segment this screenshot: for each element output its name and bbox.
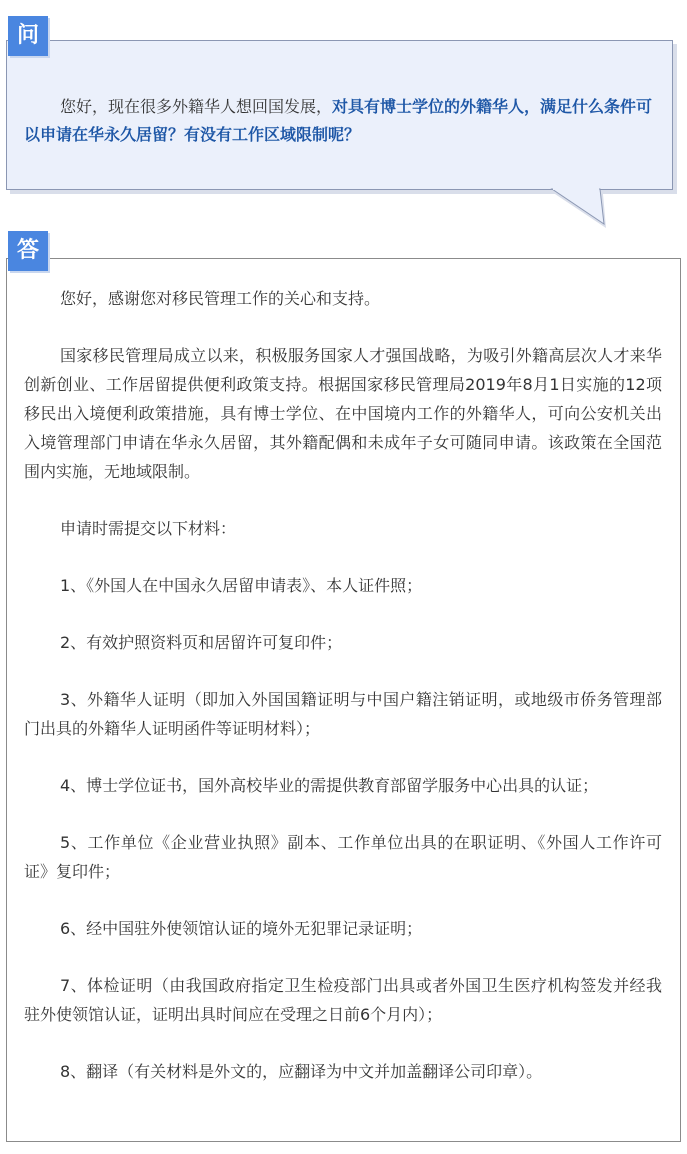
- answer-badge: 答: [8, 231, 48, 271]
- answer-policy-paragraph: 国家移民管理局成立以来，积极服务国家人才强国战略，为吸引外籍高层次人才来华创新创业、工作居留提供便利政策支持。根据国家移民管理局2019年8月1日实施的12项移民出入境便利政策措施，具有博士学位、在中国境内工作的外籍华人，可向公安机关出入境管理部门申请在华永久居留，其外籍配偶和未成年子女可随同申请。该政策在全国范围内实施，无地域限制。: [24, 346, 662, 481]
- question-text: [24, 93, 664, 149]
- question-highlight: 对具有博士学位的外籍华人，满足什么条件可以申请在华永久居留？有没有工作区域限制呢？: [24, 97, 653, 144]
- material-item-7: 7、体检证明（由我国政府指定卫生检疫部门出具或者外国卫生医疗机构签发并经我驻外使领馆认证，证明出具时间应在受理之日前6个月内）；: [24, 976, 662, 1024]
- material-item-4: 4、博士学位证书，国外高校毕业的需提供教育部留学服务中心出具的认证；: [60, 776, 599, 795]
- answer-body: [24, 284, 662, 1086]
- material-item-8: 8、翻译（有关材料是外文的，应翻译为中文并加盖翻译公司印章）。: [60, 1062, 543, 1081]
- material-item-2: 2、有效护照资料页和居留许可复印件；: [60, 633, 343, 652]
- material-item-1: 1、《外国人在中国永久居留申请表》、本人证件照；: [60, 576, 423, 595]
- material-item-5: 5、工作单位《企业营业执照》副本、工作单位出具的在职证明、《外国人工作许可证》复印件；: [24, 833, 662, 881]
- material-item-6: 6、经中国驻外使领馆认证的境外无犯罪记录证明；: [60, 919, 423, 938]
- material-item-3: 3、外籍华人证明（即加入外国国籍证明与中国户籍注销证明，或地级市侨务管理部门出具的外籍华人证明函件等证明材料）；: [24, 690, 662, 738]
- question-badge: 问: [8, 16, 48, 56]
- materials-heading: 申请时需提交以下材料：: [60, 519, 237, 538]
- question-lead: 您好，现在很多外籍华人想回国发展，: [60, 97, 333, 116]
- answer-greeting: 您好，感谢您对移民管理工作的关心和支持。: [60, 289, 381, 308]
